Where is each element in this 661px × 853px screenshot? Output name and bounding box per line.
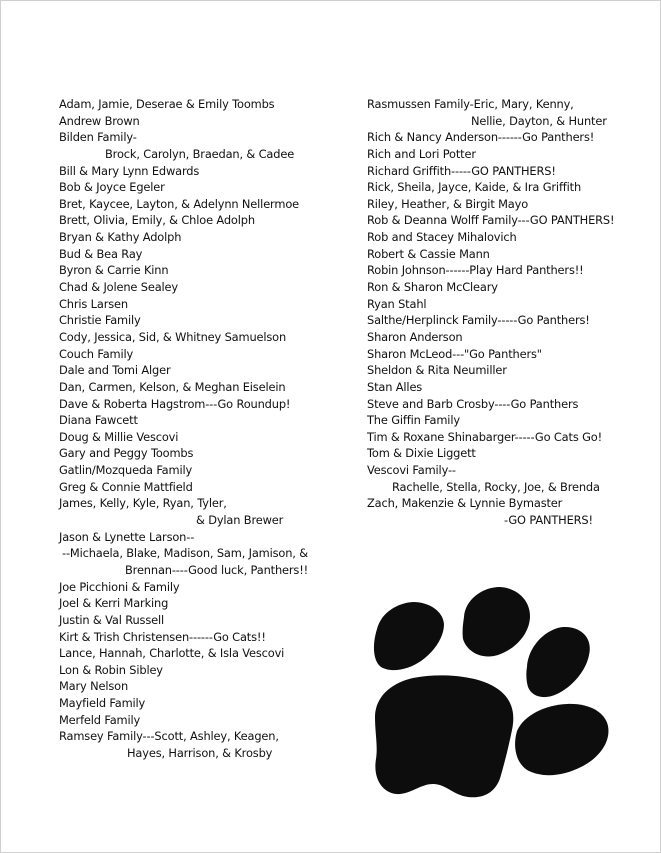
list-item: Sharon McLeod---"Go Panthers" <box>367 346 542 361</box>
list-item-continuation: --Michaela, Blake, Madison, Sam, Jamison, & <box>62 546 308 561</box>
list-item: Rich & Nancy Anderson------Go Panthers! <box>367 130 595 145</box>
list-item: Brett, Olivia, Emily, & Chloe Adolph <box>59 213 255 228</box>
list-item: Ryan Stahl <box>367 296 427 311</box>
panther-paw-print-icon <box>367 585 613 801</box>
list-item: Mayfield Family <box>59 696 146 711</box>
paw-toe-right-lower <box>515 704 608 775</box>
list-item: Dale and Tomi Alger <box>59 363 171 378</box>
list-item: Diana Fawcett <box>59 413 138 428</box>
list-item: Bob & Joyce Egeler <box>59 180 165 195</box>
paw-print-shapes <box>374 587 609 797</box>
list-item: Tim & Roxane Shinabarger-----Go Cats Go! <box>367 429 602 444</box>
list-item: Gatlin/Mozqueda Family <box>59 463 193 478</box>
list-item: Mary Nelson <box>59 679 129 694</box>
list-item: Couch Family <box>59 346 134 361</box>
list-item: Chris Larsen <box>59 296 128 311</box>
list-item: Tom & Dixie Liggett <box>367 446 476 461</box>
paw-pad <box>375 675 513 797</box>
list-item: Bud & Bea Ray <box>59 246 143 261</box>
list-item: Zach, Makenzie & Lynnie Bymaster <box>367 496 563 511</box>
list-item-continuation: Hayes, Harrison, & Krosby <box>127 745 273 760</box>
paw-toe-middle <box>463 587 530 657</box>
list-item: Merfeld Family <box>59 712 141 727</box>
list-item: Riley, Heather, & Birgit Mayo <box>367 196 529 211</box>
list-item: Ron & Sharon McCleary <box>367 280 498 295</box>
list-item: Jason & Lynette Larson-- <box>59 529 195 544</box>
list-item-continuation: Brock, Carolyn, Braedan, & Cadee <box>105 146 295 161</box>
list-item: Bryan & Kathy Adolph <box>59 230 182 245</box>
list-item: Lon & Robin Sibley <box>59 662 163 677</box>
list-item: Salthe/Herplinck Family-----Go Panthers! <box>367 313 590 328</box>
list-item: Adam, Jamie, Deserae & Emily Toombs <box>59 97 275 111</box>
paw-toe-right-upper <box>526 627 589 697</box>
list-item: Steve and Barb Crosby----Go Panthers <box>367 396 579 411</box>
list-item: Andrew Brown <box>59 113 140 128</box>
list-item: Richard Griffith-----GO PANTHERS! <box>367 163 556 178</box>
list-item: Doug & Millie Vescovi <box>59 429 179 444</box>
list-item: Bill & Mary Lynn Edwards <box>59 163 200 178</box>
list-item: Kirt & Trish Christensen------Go Cats!! <box>59 629 266 644</box>
list-item: Gary and Peggy Toombs <box>59 446 194 461</box>
list-item: Vescovi Family-- <box>367 463 456 478</box>
list-item-continuation: Brennan----Good luck, Panthers!! <box>125 562 309 577</box>
list-item: Rick, Sheila, Jayce, Kaide, & Ira Griffith <box>367 180 582 195</box>
list-item: Bilden Family- <box>59 130 137 145</box>
list-item: Joel & Kerri Marking <box>59 596 169 611</box>
list-item-continuation: -GO PANTHERS! <box>504 513 593 528</box>
list-item: Byron & Carrie Kinn <box>59 263 169 278</box>
left-name-column <box>59 96 334 762</box>
list-item: Robert & Cassie Mann <box>367 246 490 261</box>
list-item: Greg & Connie Mattfield <box>59 479 193 494</box>
list-item: Rob & Deanna Wolff Family---GO PANTHERS! <box>367 213 615 228</box>
list-item: Sheldon & Rita Neumiller <box>367 363 507 378</box>
list-item: James, Kelly, Kyle, Ryan, Tyler, <box>59 496 227 511</box>
list-item: Dave & Roberta Hagstrom---Go Roundup! <box>59 396 291 411</box>
list-item: Ramsey Family---Scott, Ashley, Keagen, <box>59 729 279 744</box>
list-item: Chad & Jolene Sealey <box>59 280 178 295</box>
list-item: Robin Johnson------Play Hard Panthers!! <box>367 263 584 278</box>
list-item: Rich and Lori Potter <box>367 146 476 161</box>
list-item-continuation: & Dylan Brewer <box>196 513 284 528</box>
paw-toe-left <box>374 602 444 670</box>
list-item: Joe Picchioni & Family <box>59 579 180 594</box>
list-item: Lance, Hannah, Charlotte, & Isla Vescovi <box>59 646 285 661</box>
list-item: Sharon Anderson <box>367 329 463 344</box>
right-name-column <box>367 96 637 529</box>
list-item: Justin & Val Russell <box>59 612 164 627</box>
list-item: Rasmussen Family-Eric, Mary, Kenny, <box>367 97 574 111</box>
list-item: Bret, Kaycee, Layton, & Adelynn Nellermoe <box>59 196 300 211</box>
list-item-continuation: Nellie, Dayton, & Hunter <box>471 113 607 128</box>
list-item: Christie Family <box>59 313 141 328</box>
list-item: Stan Alles <box>367 379 423 394</box>
list-item-continuation: Rachelle, Stella, Rocky, Joe, & Brenda <box>392 479 600 494</box>
list-item: Rob and Stacey Mihalovich <box>367 230 517 245</box>
list-item: Dan, Carmen, Kelson, & Meghan Eiselein <box>59 379 286 394</box>
list-item: The Giffin Family <box>367 413 460 428</box>
list-item: Cody, Jessica, Sid, & Whitney Samuelson <box>59 329 287 344</box>
